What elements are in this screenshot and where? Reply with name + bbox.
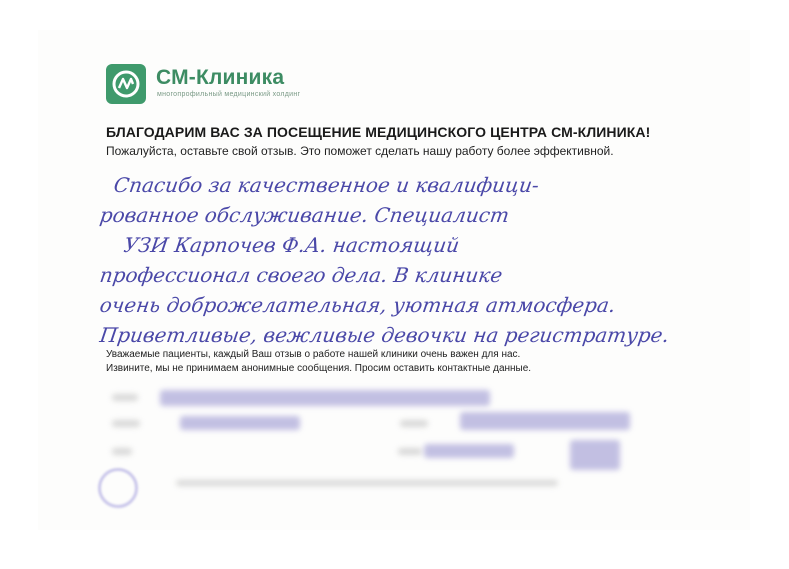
redacted-footer [176, 480, 558, 486]
patient-notice [106, 348, 531, 376]
redacted-name [160, 390, 490, 406]
redacted-field-label [112, 394, 138, 401]
redacted-phone [180, 416, 300, 430]
review-line: рованное обслуживание. Специалист [98, 203, 511, 227]
redacted-field-label [400, 420, 428, 427]
notice-line: Извините, мы не принимаем анонимные сообщения. Просим оставить контактные данные. [106, 363, 532, 374]
clinic-tagline: многопрофильный медицинский холдинг [157, 91, 301, 98]
notice-line: Уважаемые пациенты, каждый Ваш отзыв о работе нашей клиники очень важен для нас. [106, 349, 521, 360]
handwritten-review [100, 170, 740, 350]
redacted-signature [570, 440, 620, 470]
review-line: Приветливые, вежливые девочки на регистратуре. [98, 323, 671, 347]
thank-you-heading: БЛАГОДАРИМ ВАС ЗА ПОСЕЩЕНИЕ МЕДИЦИНСКОГО ЦЕНТРА СМ-КЛИНИКА! [106, 124, 651, 140]
review-line: УЗИ Карпочев Ф.А. настоящий [122, 233, 461, 257]
review-line: профессионал своего дела. В клинике [98, 263, 504, 287]
review-line: Спасибо за качественное и квалифици- [112, 173, 541, 197]
review-request-text: Пожалуйста, оставьте свой отзыв. Это поможет сделать нашу работу более эффективной. [106, 144, 614, 158]
redacted-field-label [112, 420, 140, 427]
clinic-name: СМ-Клиника [156, 66, 285, 89]
clinic-logo-icon [106, 64, 146, 104]
review-line: очень доброжелательная, уютная атмосфера. [98, 293, 618, 317]
redacted-stamp [98, 468, 138, 508]
redacted-field-label [112, 448, 132, 455]
clinic-logo [106, 64, 346, 108]
redacted-date [424, 444, 514, 458]
redacted-email [460, 412, 630, 430]
redacted-field-label [398, 448, 422, 455]
